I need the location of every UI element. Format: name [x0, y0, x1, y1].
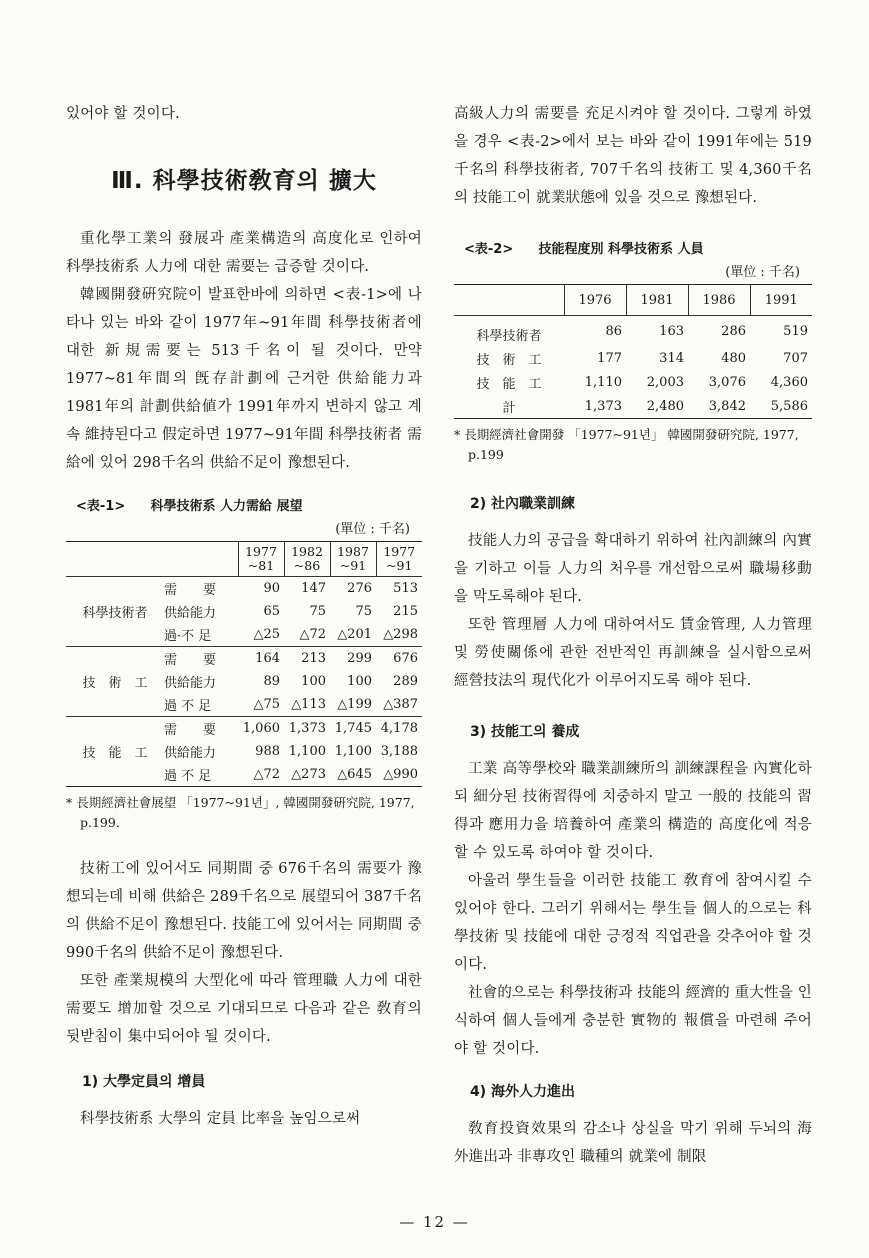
table-row: 技 能 工 需 要 1,060 1,373 1,745 4,178	[66, 717, 422, 741]
paragraph: 敎育投資效果의 감소나 상실을 막기 위해 두뇌의 海外進出과 非專攻인 職種의 就業에 制限	[454, 1121, 812, 1165]
paragraph: 高級人力의 需要를 充足시켜야 할 것이다. 그렇게 하였을 경우 <表-2>에서 보는 바와 같이 1991年에는 519千名의 科學技術者, 707千名의 技術工 및 4,360千名의 技能工이 就業狀態에 있을 것으로 豫想된다.	[454, 106, 812, 206]
table1-code: <表-1>	[76, 499, 126, 514]
page-number: — 12 —	[399, 1213, 470, 1231]
table-row: 供給能力 89 100 100 289	[164, 674, 418, 691]
table-row: 過·不 足 △25 △72 △201 △298	[164, 627, 418, 644]
table1-note: * 長期經濟社會展望 「1977~91년」, 韓國開發硏究院, 1977, p.199.	[66, 795, 415, 830]
table2-unit: (單位 : 千名)	[725, 265, 800, 280]
table-row: 技 術 工 需 要 164 213 299 676	[66, 647, 422, 671]
subsection-heading: 3) 技能工의 養成	[470, 724, 580, 740]
paragraph: 科學技術系 大學의 定員 比率을 높임으로써	[80, 1111, 361, 1127]
table-row: 供給能力 988 1,100 1,100 3,188	[164, 744, 418, 761]
table2-note: * 長期經濟社會開發 「1977~91년」 韓國開發硏究院, 1977, p.199	[454, 427, 799, 462]
table-row: 計 1,373 2,480 3,842 5,586	[454, 394, 812, 419]
subsection-heading: 1) 大學定員의 增員	[82, 1074, 206, 1090]
table1-title	[66, 495, 422, 514]
chapter-title: Ⅲ. 科學技術敎育의 擴大	[111, 168, 377, 194]
paragraph: 아울러 學生들을 이러한 技能工 敎育에 참여시킬 수 있어야 한다. 그러기 위해서는 學生들 個人的으로는 科學技術 및 技能에 대한 긍정적 직업관을 갖추어야 할 것이다.	[454, 873, 812, 973]
paragraph: 重化學工業의 發展과 產業構造의 高度化로 인하여 科學技術系 人力에 대한 需要는 급증할 것이다.	[66, 231, 422, 275]
paragraph: 技能人力의 공급을 확대하기 위하여 社內訓練의 內實을 기하고 이들 人力의 처우를 개선함으로써 職場移動을 막도록해야 된다.	[454, 533, 812, 605]
subsection-heading: 4) 海外人力進出	[470, 1084, 576, 1100]
table1-unit: (單位 : 千名)	[335, 522, 410, 537]
table-row: 過 不 足 △72 △273 △645 △990	[66, 763, 422, 787]
paragraph: 있어야 할 것이다.	[66, 106, 180, 122]
table1: 1977 ~81 1982 ~86 1987 ~91 1977 ~91 科學技術者 需 要 90 147 276 513 供給能力 65 75 75 215 過·不 足 △25 △72 △201 △298 技 術 工 需 要 164 213 299 676 供給能力 89 100 100 289 過 不 足 △75 △113 △199 △387 技 能 工 需 要 1,060 1,373 1,745 4,178 供給能力 988 1,100 1,100 3,188 過 不 足 △72 △273 △645 △990	[66, 541, 422, 787]
subsection-heading: 2) 社內職業訓練	[470, 496, 576, 512]
table-row: 技 能 工 1,110 2,003 3,076 4,360	[476, 374, 808, 392]
paragraph: 工業 高等學校와 職業訓練所의 訓練課程을 內實化하되 細分된 技術習得에 치중하지 말고 一般的 技能의 習得과 應用力을 培養하여 產業의 構造的 高度化에 적응할 수 있도록 하여야 할 것이다.	[454, 761, 812, 861]
table2-title-text: 技能程度別 科學技術系 人員	[538, 242, 704, 257]
paragraph: 또한 管理層 人力에 대하여서도 賃金管理, 人力管理 및 勞使關係에 관한 전반적인 再訓練을 실시함으로써 經營技法의 現代化가 이루어지도록 해야 된다.	[454, 617, 812, 689]
table-row: 技 術 工 177 314 480 707	[476, 350, 808, 368]
table1-title-text: 科學技術系 人力需給 展望	[150, 499, 303, 514]
table-row: 過 不 足 △75 △113 △199 △387	[164, 697, 418, 714]
table-row: 科學技術者 需 要 90 147 276 513	[82, 581, 418, 621]
table2: 1976 1981 1986 1991 科學技術者 86 163 286 519 技 術 工 177 314 480 707 技 能 工 1,110 2,003 3,076 4,360 計 1,373 2,480 3,842 5,586	[454, 284, 812, 419]
right-column	[454, 100, 812, 1171]
table2-title	[454, 238, 812, 257]
paragraph: 技術工에 있어서도 同期間 중 676千名의 需要가 豫想되는데 비해 供給은 289千名으로 展望되어 387千名의 供給不足이 豫想된다. 技能工에 있어서는 同期間 중 990千名의 供給不足이 豫想된다.	[66, 861, 422, 961]
left-column	[66, 100, 422, 1133]
paragraph: 韓國開發硏究院이 발표한바에 의하면 <表-1>에 나타나 있는 바와 같이 1977年~91年間 科學技術者에 대한 新規需要는 513千名이 될 것이다. 만약 1977~81年間의 旣存計劃에 근거한 供給能力과 1981年의 計劃供給値가 1991年까지 변하지 않고 계속 維持된다고 假定하면 1977~91年間 科學技術者 需給에 있어 298千名의 供給不足이 豫想된다.	[66, 287, 422, 471]
paragraph: 또한 產業規模의 大型化에 따라 管理職 人力에 대한 需要도 增加할 것으로 기대되므로 다음과 같은 敎育의 뒷받침이 集中되어야 될 것이다.	[66, 973, 422, 1045]
table-row: 科學技術者 86 163 286 519	[476, 323, 808, 344]
table2-code: <表-2>	[464, 242, 514, 257]
table-row: 供給能力 65 75 75 215	[164, 604, 418, 621]
paragraph: 社會的으로는 科學技術과 技能의 經濟的 重大性을 인식하여 個人들에게 충분한 實物的 報償을 마련해 주어야 할 것이다.	[454, 985, 812, 1057]
